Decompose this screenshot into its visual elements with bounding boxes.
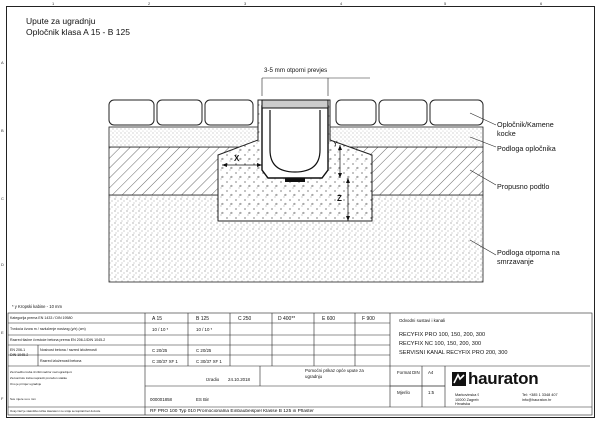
small-print-1: Za izvedbu treba izvršiti nadzor nad ugradnjom xyxy=(10,370,73,374)
ruler-side-f: F xyxy=(1,396,4,401)
product-line-2: RECYFIX NC 100, 150, 200, 300 xyxy=(399,341,482,347)
created-date: 24.10.2018 xyxy=(228,377,250,382)
cell-r5-b: C 30/37 XF 1 xyxy=(196,359,222,364)
drawing-number-2: ES Bin xyxy=(196,397,210,402)
cell-f900: F 900 xyxy=(362,316,375,322)
cell-r4-a: C 20/25 xyxy=(152,348,168,353)
ruler-side-b: B xyxy=(1,128,4,133)
hauraton-logo xyxy=(452,369,574,390)
expansion-gap-label: 3-5 mm otporni prevjes xyxy=(264,67,328,74)
title-line-1: Upute za ugradnju xyxy=(26,16,96,26)
permeable-label: Propusno podtlo xyxy=(497,182,550,191)
ruler-side-d: D xyxy=(1,262,4,267)
ruler-top-3: 3 xyxy=(244,1,247,6)
cell-r2-b: 10 / 10 * xyxy=(196,327,213,332)
cell-a15: A 15 xyxy=(152,316,163,322)
dim-z-label: Z xyxy=(337,194,342,203)
small-print-4: Sve mjere su u mm xyxy=(10,397,36,401)
drawing-number: 000001858 xyxy=(150,397,172,402)
format-value: A4 xyxy=(428,370,434,375)
small-print-3: Ovo je primjer ugradnje xyxy=(10,382,42,386)
cell-r5-a: C 30/37 XF 1 xyxy=(152,359,178,364)
cell-e600: E 600 xyxy=(322,316,336,322)
cell-r4-b: C 20/25 xyxy=(196,348,212,353)
product-line-3: SERVISNI KANAL RECYFIX PRO 200, 300 xyxy=(399,350,508,356)
row-label-2: Tvrdoća čvora m / razlučenje nosivog (y/x) (cm) xyxy=(10,327,86,331)
row-label-1: Kategorija prema EN 1433 / DIN 19580 xyxy=(10,316,73,320)
dim-y-label: Y xyxy=(333,141,338,148)
cell-c250: C 250 xyxy=(238,316,252,322)
products-heading: Odvodni sustavi i kanali xyxy=(399,318,446,323)
paving-base-label: Podloga opločnika xyxy=(497,144,556,153)
ruler-side-e: E xyxy=(1,330,4,335)
ruler-side-c: C xyxy=(1,196,4,201)
cell-b125: B 125 xyxy=(196,316,210,322)
ruler-top-2: 2 xyxy=(148,1,151,6)
cell-r2-a: 10 / 10 * xyxy=(152,327,169,332)
company-name: hauraton xyxy=(468,369,539,388)
ruler-side-a: A xyxy=(1,60,4,65)
created-label: Izradio xyxy=(206,377,220,382)
small-print-2: Za kontrolu treba napraviti proračun statike xyxy=(10,376,68,380)
company-address: Markovinska 9 10000 Zagreb Hrvatska xyxy=(455,393,480,406)
cell-d400: D 400** xyxy=(278,316,296,322)
title-line-2: Opločnik klasa A 15 - B 125 xyxy=(26,27,130,37)
norm-2: DIN 1045-2 xyxy=(10,353,29,357)
logo-mark-icon xyxy=(452,372,466,386)
row-label-3: Razred tlačne čvrstoće betona prema EN 206-1/DIN 1045-2 xyxy=(10,338,106,342)
row-label-5: Razred izloženosti betona xyxy=(40,359,82,363)
norm-1: EN 206-1 xyxy=(10,348,26,352)
company-contact: Tel: +385 1 3348 407 info@hauraton.hr xyxy=(522,393,558,402)
drawing-description: RF PRO 100 Typ 010 Promocionalna Einbaubeispiel Klasse B 125 in Pflaster xyxy=(150,409,314,414)
copyright-note: Ovaj crtež je vlasništvo tvrtke Hauraton i ne smije se kopirati bez dozvole xyxy=(10,409,101,413)
ruler-top-5: 5 xyxy=(444,1,447,6)
format-label: Format DIN xyxy=(397,370,420,375)
product-line-1: RECYFIX PRO 100, 150, 200, 300 xyxy=(399,332,486,338)
ruler-top-1: 1 xyxy=(52,1,55,6)
note-line: Pomoćni prikaz opće upute za ugradnju xyxy=(305,368,364,379)
frost-layer-label: Podloga otporna na smrzavanje xyxy=(497,248,560,266)
paving-label: Opločnik/Kamene kocke xyxy=(497,120,554,138)
footnote: * y Kropski kabine - 10 mm xyxy=(12,304,63,309)
dim-x-label: X xyxy=(234,154,240,163)
row-label-4: Nosivost betona / razred izloženosti xyxy=(40,348,97,352)
ruler-top-4: 4 xyxy=(340,1,343,6)
ruler-top-6: 6 xyxy=(540,1,543,6)
scale-value: 1:5 xyxy=(428,390,435,395)
scale-label: Mjerilo xyxy=(397,390,410,395)
